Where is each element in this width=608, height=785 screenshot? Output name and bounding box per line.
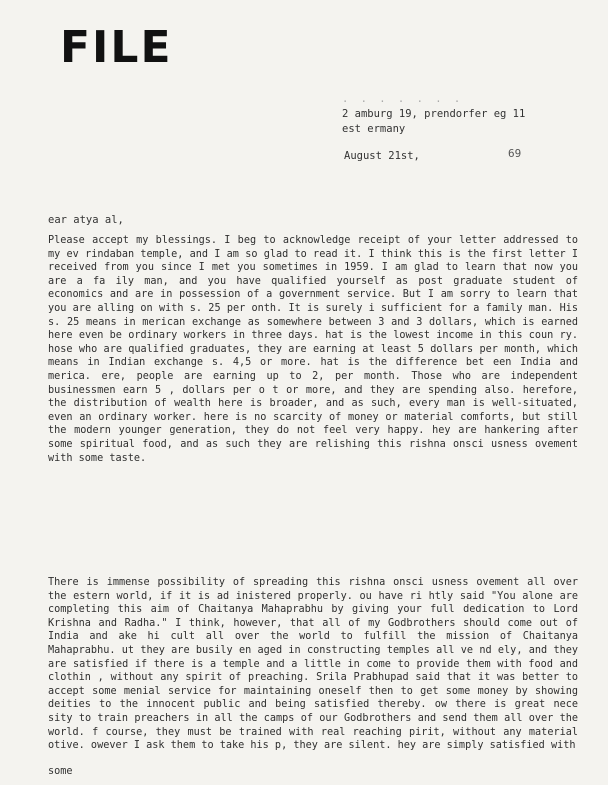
- salutation: ear atya al,: [48, 214, 124, 226]
- address-line-2: est ermany: [342, 123, 406, 135]
- letter-date: August 21st,: [344, 150, 420, 162]
- sender-address: [342, 92, 525, 137]
- address-faint-line: . . . . . . .: [342, 93, 464, 105]
- file-stamp: FILE: [60, 22, 173, 73]
- paragraph-1: Please accept my blessings. I beg to acknowledge receipt of your letter addressed to my ev rindaban temple, and I am so glad to read it. I think this is the first letter I received from you since I met you sometimes in 1959. I am glad to learn that now you are a fa ily man, and you have qualified yourself as post graduate student of economics and are in possession of a government service. But I am sorry to learn that you are alling on with s. 25 per onth. It is surely i sufficient for a family man. His s. 25 means in merican exchange as somewhere between 3 and 3 dollars, which is earned here even be ordinary workers in three days. hat is the lowest income in this coun ry. hose who are qualified graduates, they are earning at least 5 dollars per month, which means in Indian exchange s. 4,5 or more. hat is the difference bet een India and merica. ere, people are earning up to 2, per month. Those who are independent businessmen earn 5 , dollars per o t or more, and they are spending also. herefore, the distribution of wealth here is broader, and as such, every man is well-situated, even an ordinary worker. here is no scarcity of money or material comforts, but still the modern younger generation, they do not feel very happy. hey are hankering after some spiritual food, and as such they are relishing this rishna onsci usness ovement with some taste.: [48, 235, 578, 464]
- closing-word: some: [48, 766, 73, 777]
- page-number: 69: [508, 147, 522, 160]
- address-line-1: 2 amburg 19, prendorfer eg 11: [342, 108, 526, 120]
- paragraph-2: There is immense possibility of spreading this rishna onsci usness ovement all over the estern world, if it is ad inistered properly. ou have ri htly said "You alone are completing this aim of Chaitanya Mahaprabhu by giving your full dedication to Lord Krishna and Radha." I think, however, that all of my Godbrothers should come out of India and ake hi cult all over the world to fulfill the mission of Chaitanya Mahaprabhu. ut they are busily en aged in constructing temples all ve nd ely, and they are satisfied if there is a temple and a little in come to provide them with food and clothin , without any spirit of preaching. Srila Prabhupad said that it was better to accept some menial service for maintaining oneself then to get some money by showing deities to the innocent public and being satisfied thereby. ow there is great nece sity to train preachers in all the camps of our Godbrothers and send them all over the world. f course, they must be trained with real reaching pirit, without any material otive. owever I ask them to take his p, they are silent. hey are simply satisfied with: [48, 577, 578, 752]
